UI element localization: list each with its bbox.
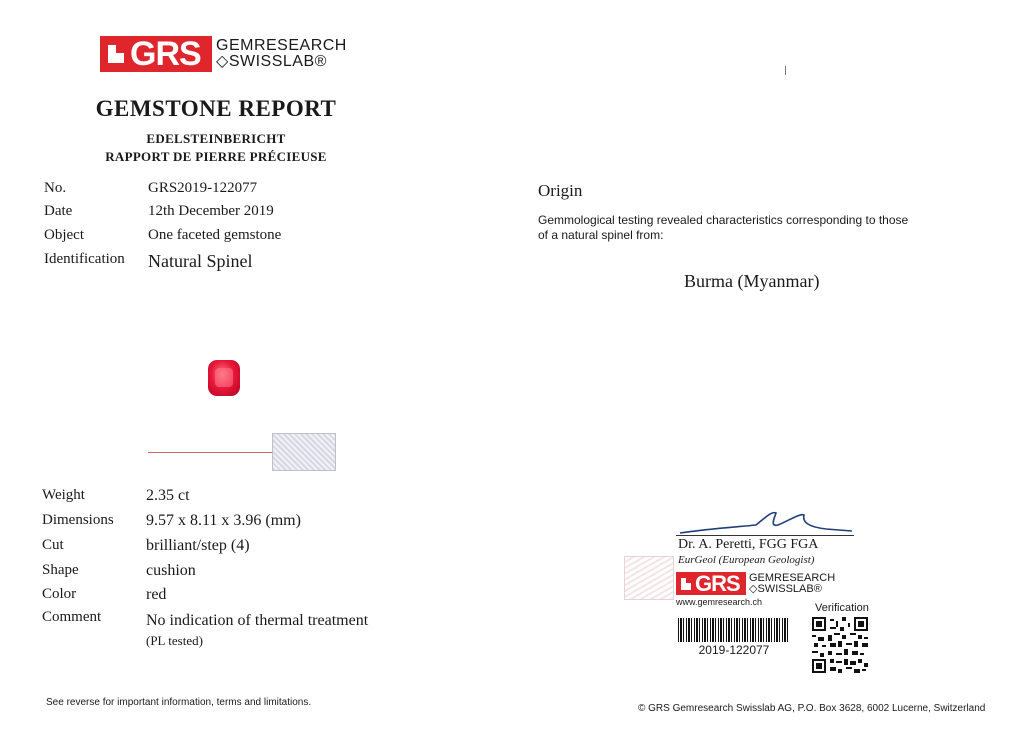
website-link[interactable]: www.gemresearch.ch — [676, 597, 763, 607]
grs-logo-small-mark — [676, 572, 746, 595]
field-label-object: Object — [44, 227, 84, 243]
grs-logo-small-line2-text: SWISSLAB® — [757, 582, 822, 595]
origin-place: Burma (Myanmar) — [684, 271, 820, 291]
grs-logo-small-line1: GEMRESEARCH — [749, 571, 836, 584]
grs-logo-line1: GEMRESEARCH — [216, 37, 347, 54]
field-value-shape: cushion — [146, 562, 196, 579]
field-label-weight: Weight — [42, 487, 85, 503]
field-value-weight: 2.35 ct — [146, 487, 190, 504]
verification-label: Verification — [815, 602, 869, 614]
field-label-no: No. — [44, 180, 67, 196]
gemstone-photo — [208, 360, 240, 396]
field-label-identification: Identification — [44, 251, 125, 267]
grs-logo-line2 — [216, 54, 347, 70]
grs-logo-small — [676, 572, 835, 595]
field-value-no: GRS2019-122077 — [148, 180, 258, 196]
signatory-title: EurGeol (European Geologist) — [678, 554, 815, 566]
barcode — [678, 618, 790, 642]
signature-line — [676, 535, 854, 536]
signatory-name: Dr. A. Peretti, FGG FGA — [678, 537, 819, 552]
grs-flag-icon-small — [681, 578, 691, 590]
field-value-object: One faceted gemstone — [148, 227, 282, 243]
field-label-shape: Shape — [42, 562, 79, 578]
field-value-identification: Natural Spinel — [148, 251, 253, 271]
gemstone-table-facet — [215, 368, 233, 387]
footnote: See reverse for important information, terms and limitations. — [46, 697, 312, 708]
field-value-dimensions: 9.57 x 8.11 x 3.96 (mm) — [146, 512, 301, 529]
verification-qr-code[interactable] — [812, 617, 868, 673]
comment-note: (PL tested) — [146, 633, 203, 648]
field-label-comment: Comment — [42, 609, 102, 625]
security-thread — [148, 452, 272, 453]
field-label-color: Color — [42, 586, 77, 602]
signature-scribble — [676, 505, 856, 537]
grs-logo-small-text — [749, 573, 835, 595]
margin-mark — [785, 66, 786, 75]
origin-text — [538, 213, 908, 243]
field-value-cut: brilliant/step (4) — [146, 537, 250, 554]
grs-logo-mark — [100, 36, 212, 72]
report-subtitle-de: EDELSTEINBERICHT — [146, 131, 286, 146]
copyright: © GRS Gemresearch Swisslab AG, P.O. Box 3628, 6002 Lucerne, Switzerland — [638, 703, 986, 714]
grs-logo-brand: GRS — [130, 34, 201, 73]
diamond-icon: ◇ — [216, 53, 229, 70]
grs-flag-icon — [108, 45, 124, 63]
field-value-color: red — [146, 586, 167, 603]
grs-logo-small-line2 — [749, 584, 835, 595]
grs-logo — [100, 36, 347, 72]
diamond-icon-small: ◇ — [749, 582, 758, 595]
hologram-seal — [272, 433, 336, 471]
barcode-number: 2019-122077 — [698, 643, 770, 657]
field-value-comment: No indication of thermal treatment — [146, 612, 369, 629]
origin-heading: Origin — [538, 181, 583, 200]
grs-logo-small-brand: GRS — [695, 570, 740, 596]
embossed-stamp — [624, 556, 674, 600]
origin-text-line1: Gemmological testing revealed characteristics corresponding to those — [538, 213, 909, 227]
report-subtitle-fr: RAPPORT DE PIERRE PRÉCIEUSE — [105, 149, 327, 164]
report-title: GEMSTONE REPORT — [95, 96, 337, 121]
field-label-dimensions: Dimensions — [42, 512, 114, 528]
grs-logo-line2-text: SWISSLAB® — [228, 53, 327, 70]
field-label-date: Date — [44, 203, 73, 219]
field-value-date: 12th December 2019 — [148, 203, 274, 219]
field-label-cut: Cut — [42, 537, 64, 553]
grs-logo-text — [216, 38, 347, 70]
origin-text-line2: of a natural spinel from: — [538, 228, 664, 242]
